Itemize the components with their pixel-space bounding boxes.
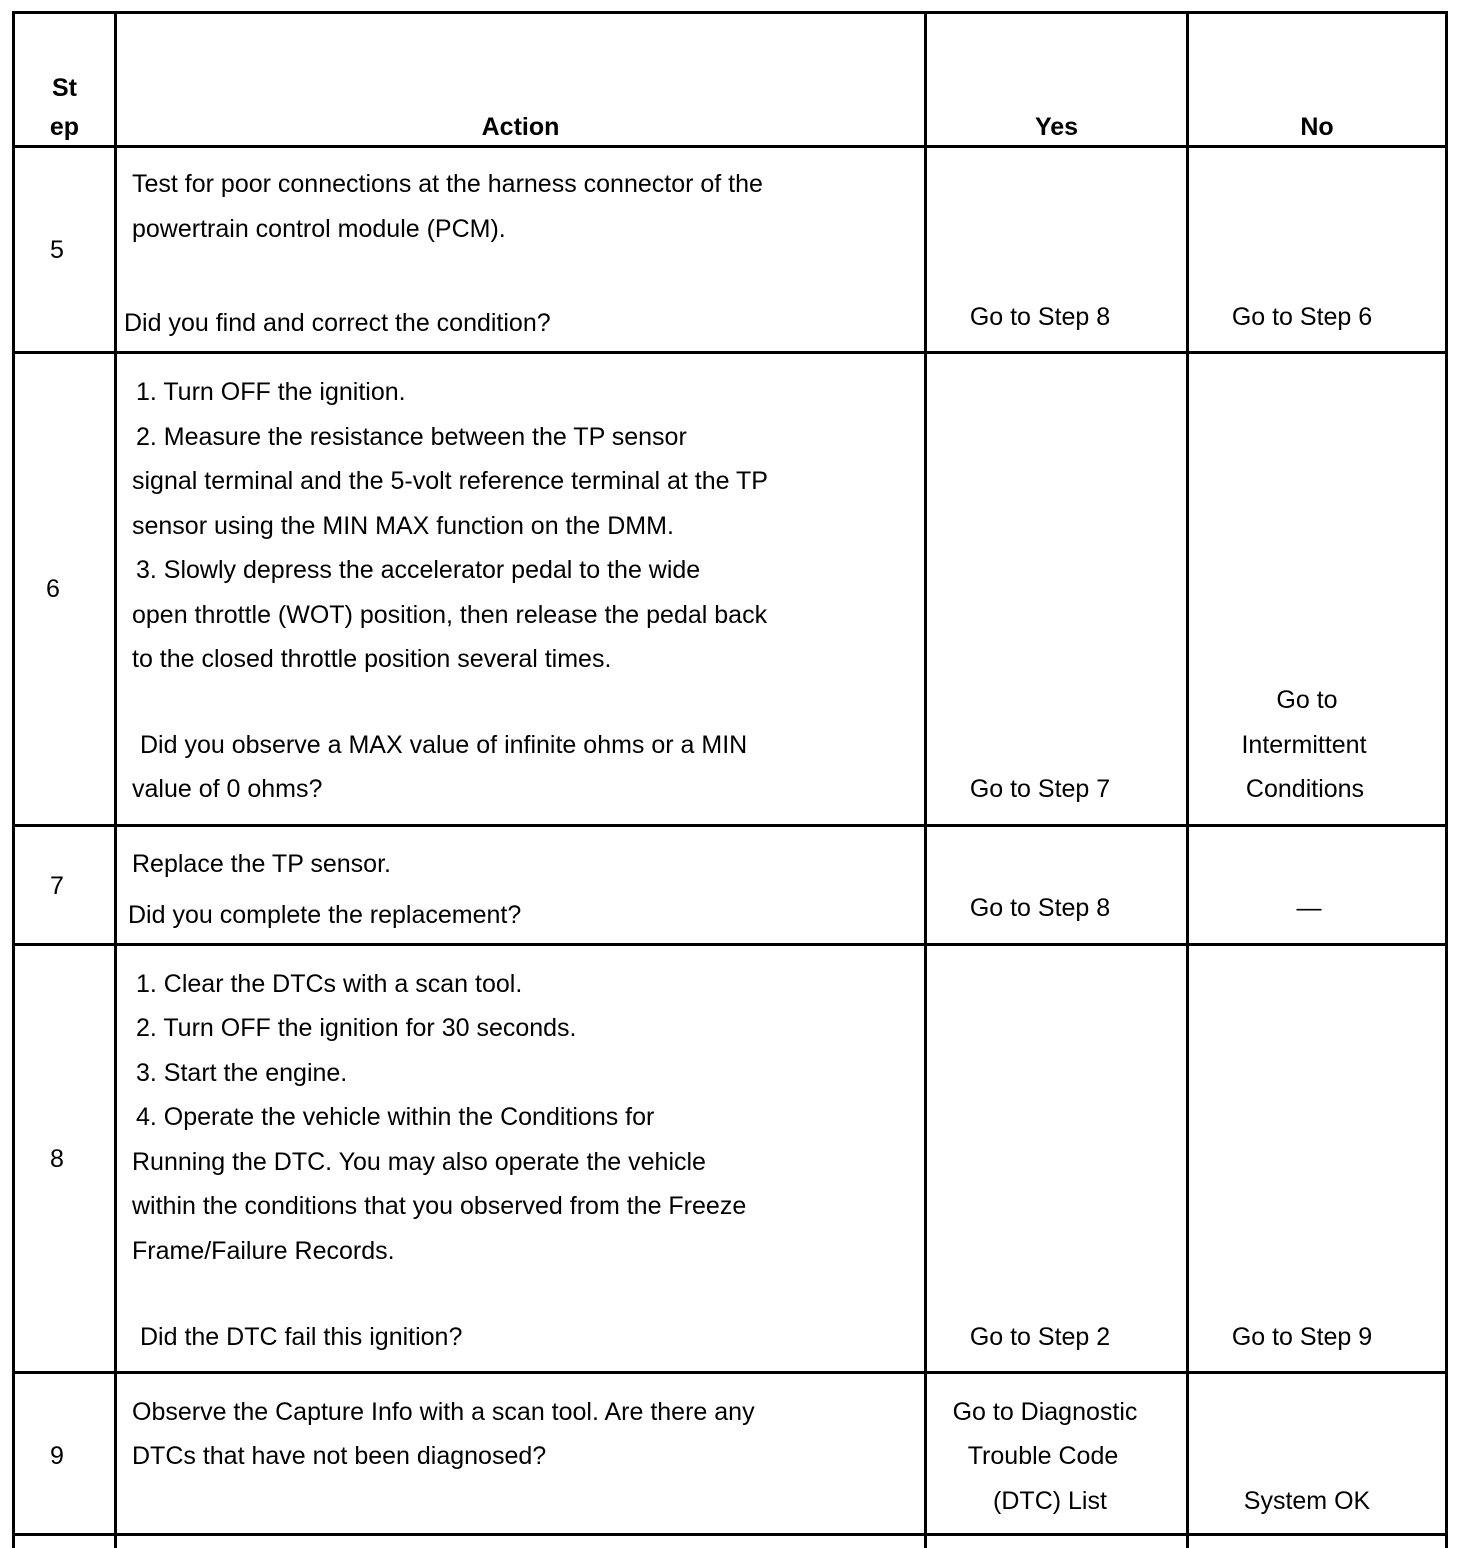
row-divider xyxy=(12,145,1448,148)
step-number: 9 xyxy=(50,1442,64,1470)
action-line: 3. Start the engine. xyxy=(136,1059,348,1087)
action-line: open throttle (WOT) position, then release the pedal back xyxy=(132,601,768,629)
action-line: sensor using the MIN MAX function on the DMM. xyxy=(132,512,674,540)
row-divider xyxy=(12,1533,1448,1536)
no-result: Conditions xyxy=(1245,775,1365,803)
row-divider xyxy=(12,11,1448,14)
action-line: powertrain control module (PCM). xyxy=(132,215,506,243)
step-number: 7 xyxy=(50,872,64,900)
action-question: Did you find and correct the condition? xyxy=(124,309,551,337)
header-action: Action xyxy=(481,113,560,141)
action-line: 1. Turn OFF the ignition. xyxy=(136,378,406,406)
row-divider xyxy=(12,824,1448,827)
no-result: — xyxy=(1296,894,1322,922)
yes-result: Go to Step 8 xyxy=(969,303,1111,331)
header-step-line1: St xyxy=(52,74,77,102)
column-divider xyxy=(1445,11,1448,1548)
no-result: System OK xyxy=(1243,1487,1371,1515)
action-question: Did you complete the replacement? xyxy=(128,901,522,929)
step-number: 6 xyxy=(46,575,60,603)
action-line: to the closed throttle position several times. xyxy=(132,645,612,673)
yes-result: Go to Diagnostic xyxy=(952,1398,1138,1426)
step-number: 5 xyxy=(50,236,64,264)
no-result: Go to xyxy=(1276,686,1338,714)
yes-result: Go to Step 2 xyxy=(969,1323,1111,1351)
row-divider xyxy=(12,351,1448,354)
action-line: 3. Slowly depress the accelerator pedal to the wide xyxy=(136,556,701,584)
header-yes: Yes xyxy=(1034,113,1079,141)
action-question: value of 0 ohms? xyxy=(132,775,323,803)
action-question: Did the DTC fail this ignition? xyxy=(140,1323,463,1351)
step-number: 8 xyxy=(50,1145,64,1173)
column-divider xyxy=(114,11,117,1548)
no-result: Go to Step 9 xyxy=(1231,1323,1373,1351)
row-divider xyxy=(12,943,1448,946)
yes-result: Go to Step 8 xyxy=(969,894,1111,922)
header-no: No xyxy=(1300,113,1334,141)
yes-result: Go to Step 7 xyxy=(969,775,1111,803)
yes-result: Trouble Code xyxy=(967,1442,1119,1470)
action-line: Test for poor connections at the harness connector of the xyxy=(132,170,763,198)
action-line: Observe the Capture Info with a scan tool. Are there any xyxy=(132,1398,755,1426)
no-result: Go to Step 6 xyxy=(1231,303,1373,331)
action-line: within the conditions that you observed from the Freeze xyxy=(132,1192,747,1220)
action-line: Replace the TP sensor. xyxy=(132,850,391,878)
action-line: 2. Turn OFF the ignition for 30 seconds. xyxy=(136,1014,577,1042)
action-line: 1. Clear the DTCs with a scan tool. xyxy=(136,970,523,998)
action-line: 4. Operate the vehicle within the Conditions for xyxy=(136,1103,655,1131)
action-line: Frame/Failure Records. xyxy=(132,1237,395,1265)
header-step-line2: ep xyxy=(49,113,80,141)
yes-result: (DTC) List xyxy=(993,1487,1107,1515)
action-line: 2. Measure the resistance between the TP sensor xyxy=(136,423,687,451)
action-question: Did you observe a MAX value of infinite ohms or a MIN xyxy=(140,731,748,759)
action-line: signal terminal and the 5-volt reference terminal at the TP xyxy=(132,467,768,495)
action-line: Running the DTC. You may also operate the vehicle xyxy=(132,1148,706,1176)
action-line: DTCs that have not been diagnosed? xyxy=(132,1442,547,1470)
no-result: Intermittent xyxy=(1241,731,1367,759)
row-divider xyxy=(12,1371,1448,1374)
